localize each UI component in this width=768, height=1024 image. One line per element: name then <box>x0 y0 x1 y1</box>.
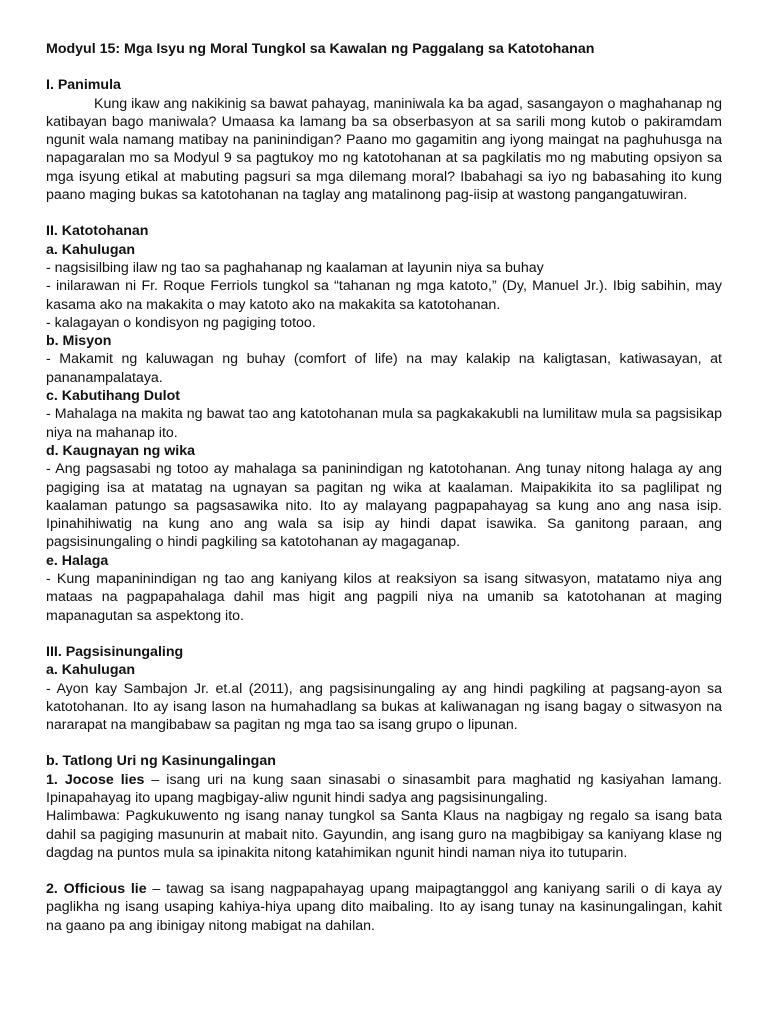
document-title: Modyul 15: Mga Isyu ng Moral Tungkol sa Kawalan ng Paggalang sa Katotohanan <box>46 41 595 57</box>
subheading-halaga: e. Halaga <box>46 552 109 569</box>
spacer <box>46 204 722 222</box>
spacer <box>46 734 722 752</box>
pagsisinungaling-kahulugan-text: - Ayon kay Sambajon Jr. et.al (2011), ang pagsisinungaling ay ang hindi pagkiling at pagsang-ayon sa katotohanan. Ito ay isang lason na humahadlang sa bukas at kaliwanagan ng isang bagay o sitwasyon na nararapat na mangibabaw sa pagitan ng mga tao sa isang grupo o lipunan. <box>46 680 722 734</box>
subheading-kahulugan-pagsisinungaling: a. Kahulugan <box>46 662 136 679</box>
section-heading-katotohanan: II. Katotohanan <box>46 223 149 240</box>
section-heading-pagsisinungaling: III. Pagsisinungaling <box>46 643 184 660</box>
kahulugan-line-1: - nagsisilbing ilaw ng tao sa paghahanap ng kaalaman at layunin niya sa buhay <box>46 259 544 276</box>
jocose-lies-item <box>46 771 722 808</box>
jocose-lies-definition: – isang uri na kung saan sinasabi o sinasambit para maghatid ng kasiyahan lamang. Ipinapahayag ito upang magbigay-aliw ngunit hindi sadya ang pagsisinungaling. <box>46 771 722 806</box>
officious-lie-definition: – tawag sa isang nagpapahayag upang maipagtanggol ang kaniyang sarili o di kaya ay paglikha ng isang usaping kahiya-hiya upang dito maibaling. Ito ay isang tunay na kasinungalingan, kahit na gaano pa ang ibinigay nitong mabigat na dahilan. <box>46 881 722 934</box>
kabutihang-dulot-text: - Mahalaga na makita ng bawat tao ang katotohanan mula sa pagkakakubli na lumilitaw mula sa pagsisikap niya na mahanap ito. <box>46 406 722 441</box>
halaga-text: - Kung mapaninindigan ng tao ang kaniyang kilos at reaksiyon sa isang sitwasyon, matatamo niya ang mataas na pagpapahalaga dahil mas higit ang pagpili niya na umanib sa katotohanan at maging mapanagutan sa aspektong ito. <box>46 571 722 624</box>
officious-lie-term: 2. Officious lie <box>46 881 147 898</box>
kaugnayan-ng-wika-text: - Ang pagsasabi ng totoo ay mahalaga sa paninindigan ng katotohanan. Ang tunay nitong halaga ay ang pagiging isa at matatag na ugnayan sa pagitan ng wika at kaalaman. Maipakikita ito sa paglilipat ng kaalaman patungo sa pagsasawika nito. Ito ay malayang pagpapahayag sa kung ano ang nasa isip. Ipinahihiwatig na kung ano ang wala sa isip ay hindi dapat isawika. Sa ganitong paraan, ang pagsisinungaling o hindi pagkiling sa katotohanan ay magaganap. <box>46 461 722 551</box>
kahulugan-line-3: - kalagayan o kondisyon ng pagiging totoo. <box>46 314 316 331</box>
subheading-kabutihang-dulot: c. Kabutihang Dulot <box>46 388 180 405</box>
misyon-text: - Makamit ng kaluwagan ng buhay (comfort of life) na may kalakip na kaligtasan, katiwasayan, at pananampalataya. <box>46 351 722 386</box>
subheading-kaugnayan-ng-wika: d. Kaugnayan ng wika <box>46 442 195 459</box>
subheading-misyon: b. Misyon <box>46 333 112 350</box>
subheading-kahulugan: a. Kahulugan <box>46 241 136 258</box>
officious-lie-item <box>46 880 722 935</box>
panimula-paragraph: Kung ikaw ang nakikinig sa bawat pahayag, maniniwala ka ba agad, sasangayon o maghahanap ng katibayan bago maniwala? Umaasa ka lamang ba sa obserbasyon at sa sarili mong kutob o pakiramdam ngunit wala namang matibay na paninindigan? Paano mo gagamitin ang iyong maingat na paghuhusga na napagaralan mo sa Modyul 9 sa pagtukoy mo ng katotohanan at sa pagkilatis mo ng mabuting opsiyon sa mga isyung etikal at mabuting pagsuri sa mga dilemang moral? Ibabahagi sa iyo ng babasahing ito kung paano maging bukas sa katotohanan na taglay ang matalinong pag-iisip at wastong pangangatuwiran. <box>46 95 722 204</box>
kahulugan-line-2: - inilarawan ni Fr. Roque Ferriols tungkol sa “tahanan ng mga katoto,” (Dy, Manuel Jr.). Ibig sabihin, may kasama ako na makakita o may katoto ako na makakita sa katotohanan. <box>46 278 722 313</box>
spacer <box>46 862 722 880</box>
subheading-tatlong-uri: b. Tatlong Uri ng Kasinungalingan <box>46 753 276 770</box>
jocose-lies-term: 1. Jocose lies <box>46 771 145 788</box>
spacer <box>46 625 722 643</box>
jocose-lies-example: Halimbawa: Pagkukuwento ng isang nanay tungkol sa Santa Klaus na nagbigay ng regalo sa isang bata dahil sa pagiging masunurin at mabait nito. Gayundin, ang isang guro na magbibigay sa kaniyang klase ng dagdag na puntos mula sa ipinakita nitong katahimikan ngunit hindi naman niya ito tutuparin. <box>46 808 722 861</box>
section-heading-panimula: I. Panimula <box>46 77 121 94</box>
